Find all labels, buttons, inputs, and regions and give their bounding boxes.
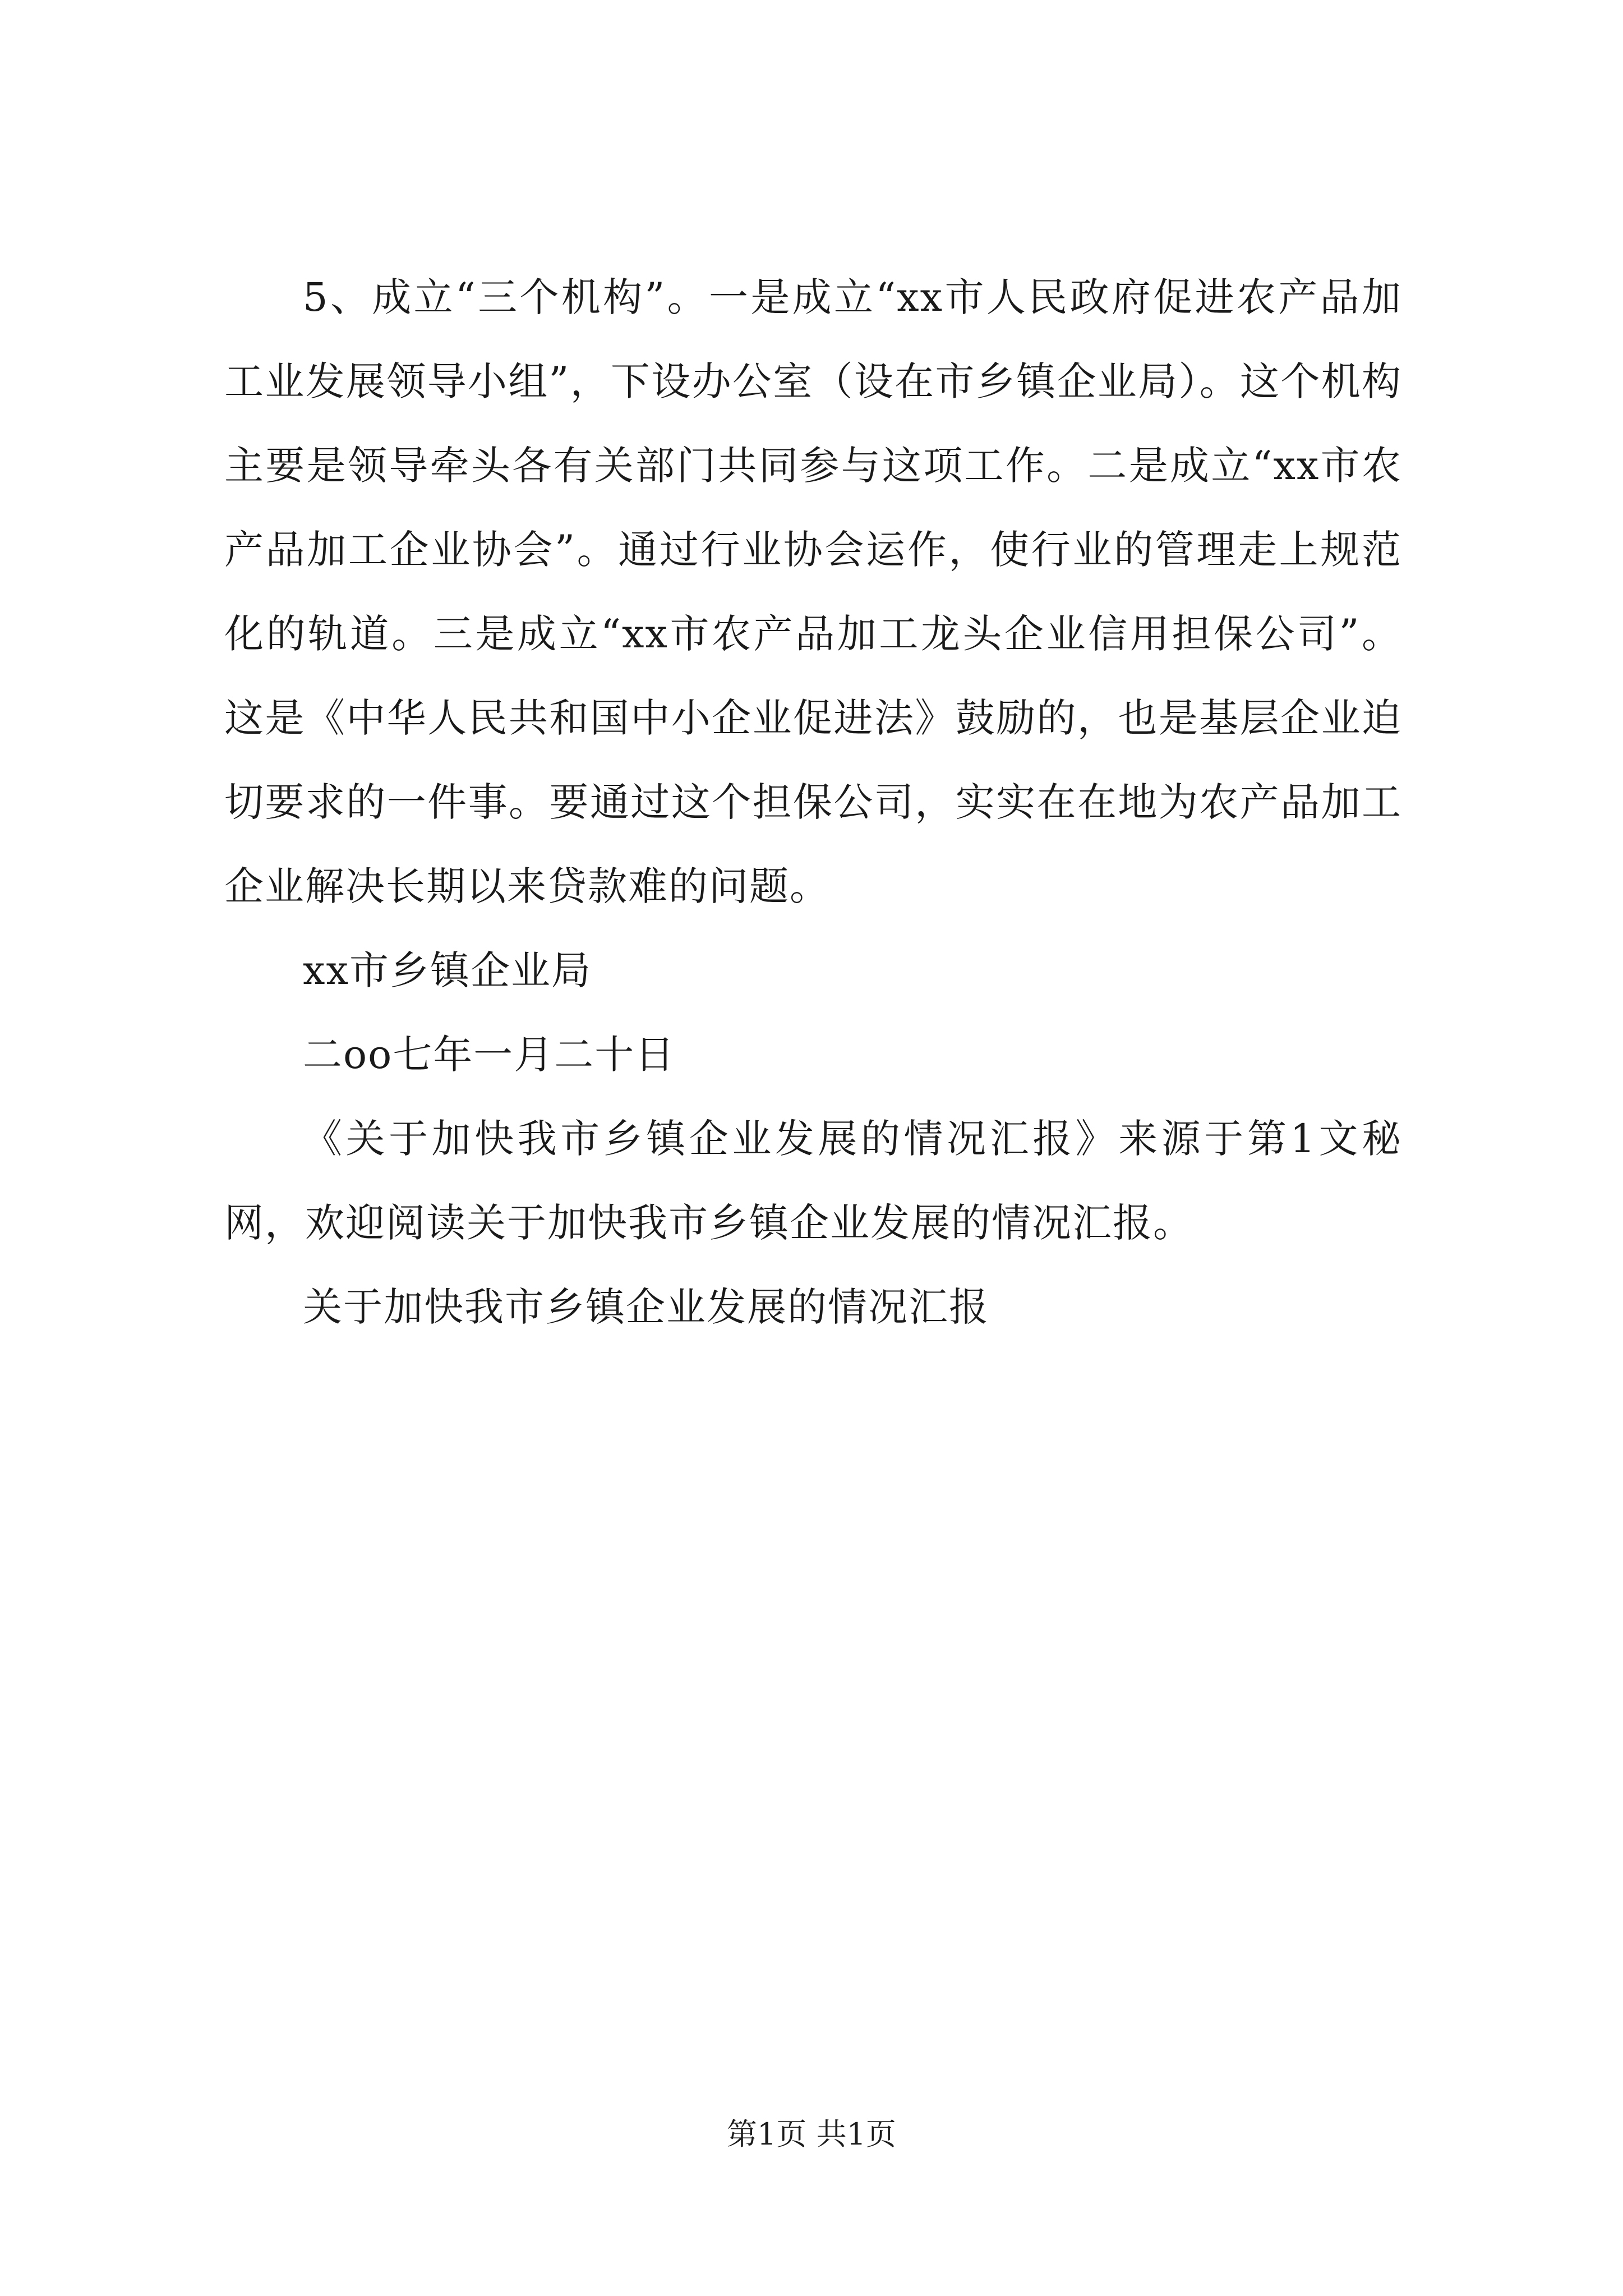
source-note: 《关于加快我市乡镇企业发展的情况汇报》来源于第1文秘网，欢迎阅读关于加快我市乡镇企业发展的情况汇报。 [224,1116,1402,1246]
page-number: 第1页 共1页 [727,2116,896,2152]
document-body [224,255,1402,1349]
signature-date: 二oo七年一月二十日 [303,1032,676,1078]
page-footer [0,2112,1623,2157]
paragraph-three-institutions: 5、成立“三个机构”。一是成立“xx市人民政府促进农产品加工业发展领导小组”，下设办公室（设在市乡镇企业局）。这个机构主要是领导牵头各有关部门共同参与这项工作。二是成立“xx市农产品加工企业协会”。通过行业协会运作，使行业的管理走上规范化的轨道。三是成立“xx市农产品加工龙头企业信用担保公司”。这是《中华人民共和国中小企业促进法》鼓励的，也是基层企业迫切要求的一件事。要通过这个担保公司，实实在在地为农产品加工企业解决长期以来贷款难的问题。 [224,274,1402,909]
signature-organization: xx市乡镇企业局 [303,947,592,993]
document-title-repeat: 关于加快我市乡镇企业发展的情况汇报 [303,1284,989,1330]
